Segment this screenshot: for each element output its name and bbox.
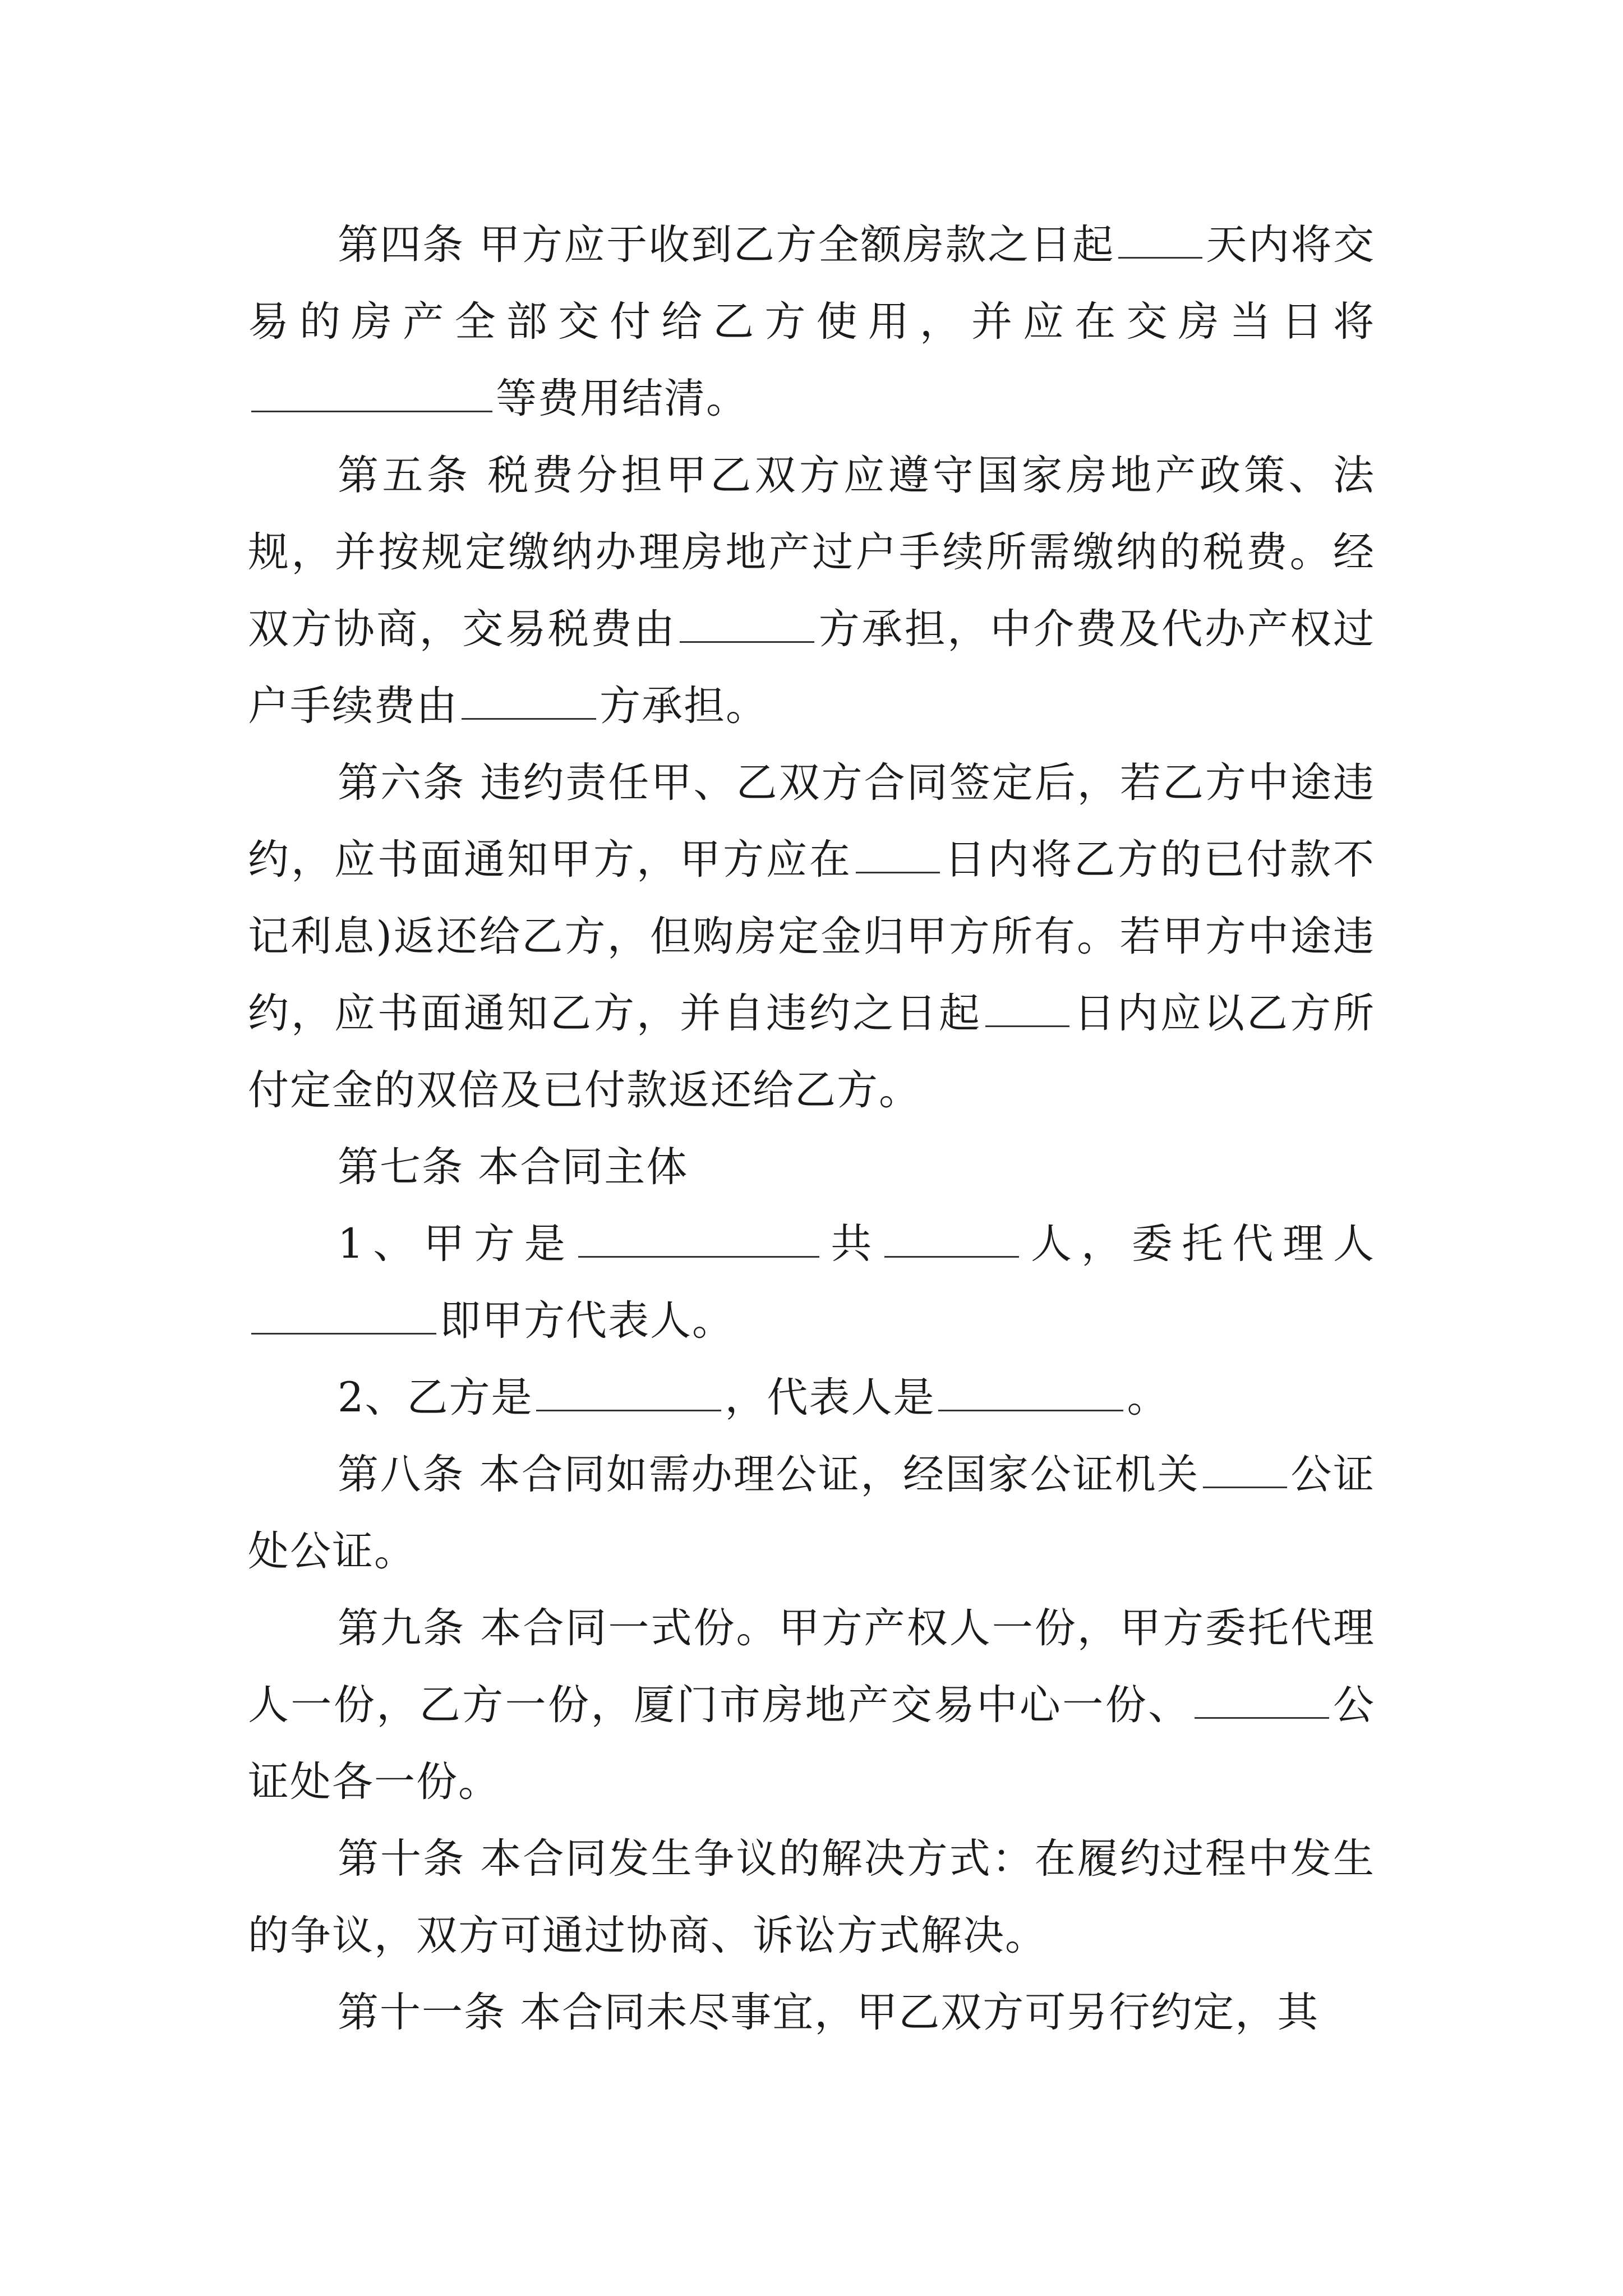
document-body	[248, 206, 1375, 2051]
article-9-text-2: 公证处各一份。	[248, 1681, 1376, 1806]
blank-line	[938, 1373, 1123, 1411]
item-1-text-4: 即甲方代表人。	[440, 1297, 734, 1345]
article-6-text-2: 日内将乙方的已付款不记利息)返还给乙方，但购房定金归甲方所有。若甲方中途违约，应书面通知乙方，并自违约之日起	[248, 836, 1375, 1037]
article-7-item-1	[248, 1205, 1375, 1359]
article-10	[248, 1820, 1375, 1974]
item-2-text-1: 2、乙方是	[338, 1374, 533, 1421]
article-6-text-1: 第六条 违约责任甲、乙双方合同签定后，若乙方中途违约，应书面通知甲方，甲方应在	[248, 759, 1375, 884]
article-4	[248, 206, 1375, 437]
article-7-title	[248, 1129, 1375, 1205]
blank-line	[884, 1219, 1019, 1258]
blank-line	[680, 604, 814, 643]
item-2-text-3: 。	[1127, 1374, 1169, 1421]
blank-line	[578, 1219, 819, 1258]
article-5	[248, 437, 1375, 744]
article-4-text-2: 天内将交易的房产全部交付给乙方使用，并应在交房当日将	[248, 221, 1375, 346]
blank-line	[251, 374, 492, 412]
article-4-text-1: 第四条 甲方应于收到乙方全额房款之日起	[338, 221, 1115, 269]
blank-line	[1203, 1450, 1287, 1488]
article-6	[248, 744, 1375, 1129]
article-8-text-1: 第八条 本合同如需办理公证，经国家公证机关	[338, 1451, 1200, 1498]
item-1-text-3: 人，委托代理人	[1022, 1220, 1376, 1268]
article-9	[248, 1590, 1375, 1820]
blank-line	[536, 1373, 721, 1411]
article-6-text-3: 日内应以乙方所付定金的双倍及已付款返还给乙方。	[248, 990, 1375, 1114]
article-11	[248, 1974, 1375, 2051]
article-7-title-text: 第七条 本合同主体	[338, 1143, 689, 1191]
blank-line	[462, 681, 596, 720]
article-10-text: 第十条 本合同发生争议的解决方式：在履约过程中发生的争议，双方可通过协商、诉讼方式解决。	[248, 1835, 1375, 1959]
blank-line	[1118, 220, 1202, 259]
article-8	[248, 1436, 1375, 1590]
blank-line	[251, 1296, 436, 1335]
article-5-text-1: 第五条 税费分担甲乙双方应遵守国家房地产政策、法规，并按规定缴纳办理房地产过户手续所需缴纳的税费。经双方协商，交易税费由	[248, 452, 1375, 653]
article-5-text-2: 方承担，中介费及代办产权过户手续费由	[248, 605, 1376, 730]
blank-line	[1195, 1680, 1329, 1719]
item-1-text-2: 共	[822, 1220, 882, 1268]
article-9-text-1: 第九条 本合同一式份。甲方产权人一份，甲方委托代理人一份，乙方一份，厦门市房地产交易中心一份、	[248, 1604, 1375, 1729]
article-8-text-2: 公证处公证。	[248, 1451, 1375, 1575]
article-7-item-2	[248, 1359, 1375, 1436]
blank-line	[856, 835, 940, 873]
article-11-text: 第十一条 本合同未尽事宜，甲乙双方可另行约定，其	[338, 1989, 1320, 2036]
blank-line	[985, 988, 1069, 1027]
article-5-text-3: 方承担。	[600, 682, 768, 730]
item-1-text-1: 1、甲方是	[338, 1220, 575, 1268]
article-4-text-3: 等费用结清。	[496, 375, 748, 422]
item-2-text-2: ，代表人是	[725, 1374, 935, 1421]
